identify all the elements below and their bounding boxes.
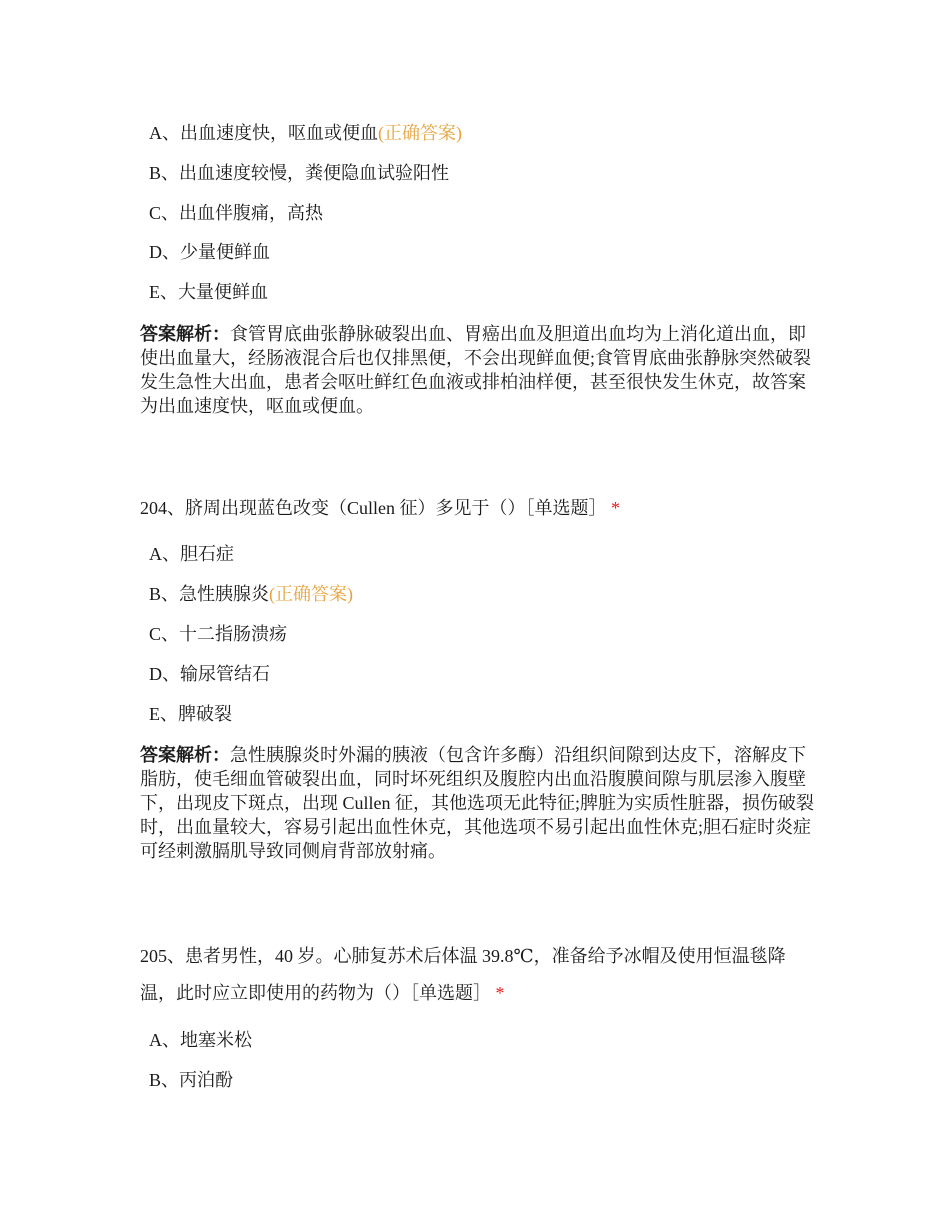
question-204: 204、脐周出现蓝色改变（Cullen 征）多见于（）［单选题］ * <box>140 498 620 518</box>
correct-answer-tag: (正确答案) <box>378 123 462 143</box>
answer-explanation: 答案解析：食管胃底曲张静脉破裂出血、胃癌出血及胆道出血均为上消化道出血，即使出血量大，经肠液混合后也仅排黑便，不会出现鲜血便;食管胃底曲张静脉突然破裂发生急性大出血，患者会呕吐鲜红色血液或排柏油样便，甚至很快发生休克，故答案为出血速度快，呕血或便血。 <box>140 324 811 416</box>
option-b: B、急性胰腺炎(正确答案) <box>149 584 354 604</box>
option-e: E、大量便鲜血 <box>149 282 268 302</box>
option-a: A、地塞米松 <box>149 1030 252 1050</box>
option-b: B、出血速度较慢，粪便隐血试验阳性 <box>149 163 450 183</box>
correct-answer-tag: (正确答案) <box>269 584 354 604</box>
option-d: D、少量便鲜血 <box>149 242 270 262</box>
answer-explanation: 答案解析：急性胰腺炎时外漏的胰液（包含许多酶）沿组织间隙到达皮下，溶解皮下脂肪，使毛细血管破裂出血，同时坏死组织及腹腔内出血沿腹膜间隙与肌层渗入腹壁下，出现皮下斑点，出现 Cullen 征，其他选项无此特征;脾脏为实质性脏器，损伤破裂时，出血量较大，容易引起出血性休克，其他选项不易引起出血性休克;胆石症时炎症可经刺激膈肌导致同侧肩背部放射痛。 <box>140 745 814 861</box>
option-d: D、输尿管结石 <box>149 664 270 684</box>
explanation-label: 答案解析： <box>140 324 230 344</box>
option-a: A、出血速度快，呕血或便血(正确答案) <box>149 123 462 143</box>
required-star: * <box>495 983 505 1003</box>
option-e: E、脾破裂 <box>149 704 232 724</box>
option-b: B、丙泊酚 <box>149 1070 234 1090</box>
option-a: A、胆石症 <box>149 544 234 564</box>
required-star: * <box>611 498 620 518</box>
explanation-label: 答案解析： <box>140 745 230 765</box>
option-c: C、十二指肠溃疡 <box>149 624 288 644</box>
option-c: C、出血伴腹痛，高热 <box>149 203 324 223</box>
question-205: 205、患者男性，40 岁。心肺复苏术后体温 39.8℃，准备给予冰帽及使用恒温毯降温，此时应立即使用的药物为（）［单选题］ * <box>140 946 786 1003</box>
